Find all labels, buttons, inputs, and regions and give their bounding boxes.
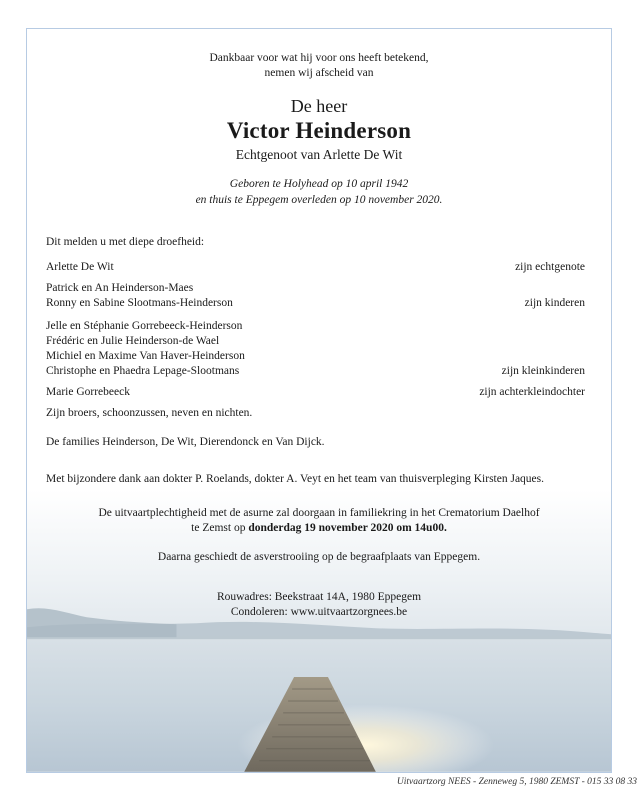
deceased-name: Victor Heinderson (226, 118, 412, 143)
funeral-home-footer: Uitvaartzorg NEES - Zenneweg 5, 1980 ZEMST - 015 33 08 33 (396, 777, 637, 787)
mourning-address: Rouwadres: Beekstraat 14A, 1980 Eppegem (216, 591, 422, 603)
intro-line-1: Dankbaar voor wat hij voor ons heeft betekend, (209, 52, 429, 64)
family-name: Marie Gorrebeeck (46, 386, 130, 398)
family-relation: zijn achterkleindochter (479, 386, 585, 398)
intro-line-2: nemen wij afscheid van (264, 67, 374, 79)
scattering-line: Daarna geschiedt de asverstrooiing op de begraafplaats van Eppegem. (157, 551, 481, 563)
family-name: Patrick en An Heinderson-Maes (46, 282, 194, 294)
ceremony-location: te Zemst op (191, 522, 246, 534)
ceremony-datetime: donderdag 19 november 2020 om 14u00. (248, 522, 447, 534)
ceremony-line-2 (27, 521, 611, 536)
family-relation: zijn echtgenote (515, 261, 585, 273)
family-name: Jelle en Stéphanie Gorrebeeck-Heinderson (46, 320, 243, 332)
family-name: Ronny en Sabine Slootmans-Heinderson (46, 297, 233, 309)
family-relation: zijn kleinkinderen (501, 365, 585, 377)
ceremony-line-1: De uitvaartplechtigheid met de asurne zal doorgaan in familiekring in het Crematorium Daelhof (98, 507, 540, 519)
family-name: Michiel en Maxime Van Haver-Heinderson (46, 350, 245, 362)
condolences-line: Condoleren: www.uitvaartzorgnees.be (230, 606, 408, 618)
obituary-text (27, 29, 611, 772)
salutation: De heer (290, 96, 348, 116)
siblings-line: Zijn broers, schoonzussen, neven en nichten. (46, 407, 253, 419)
death-line: en thuis te Eppegem overleden op 10 november 2020. (195, 194, 443, 206)
announcement: Dit melden u met diepe droefheid: (46, 236, 205, 248)
spouse-line: Echtgenoot van Arlette De Wit (235, 147, 403, 162)
thanks-line: Met bijzondere dank aan dokter P. Roelands, dokter A. Veyt en het team van thuisverpleging Kirsten Jaques. (46, 473, 545, 485)
obituary-card (26, 28, 612, 773)
family-name: Arlette De Wit (46, 261, 114, 273)
family-name: Christophe en Phaedra Lepage-Slootmans (46, 365, 240, 377)
family-name: Frédéric en Julie Heinderson-de Wael (46, 335, 220, 347)
birth-line: Geboren te Holyhead op 10 april 1942 (229, 178, 409, 190)
family-relation: zijn kinderen (524, 297, 585, 309)
families-line: De families Heinderson, De Wit, Dierendonck en Van Dijck. (46, 436, 325, 448)
